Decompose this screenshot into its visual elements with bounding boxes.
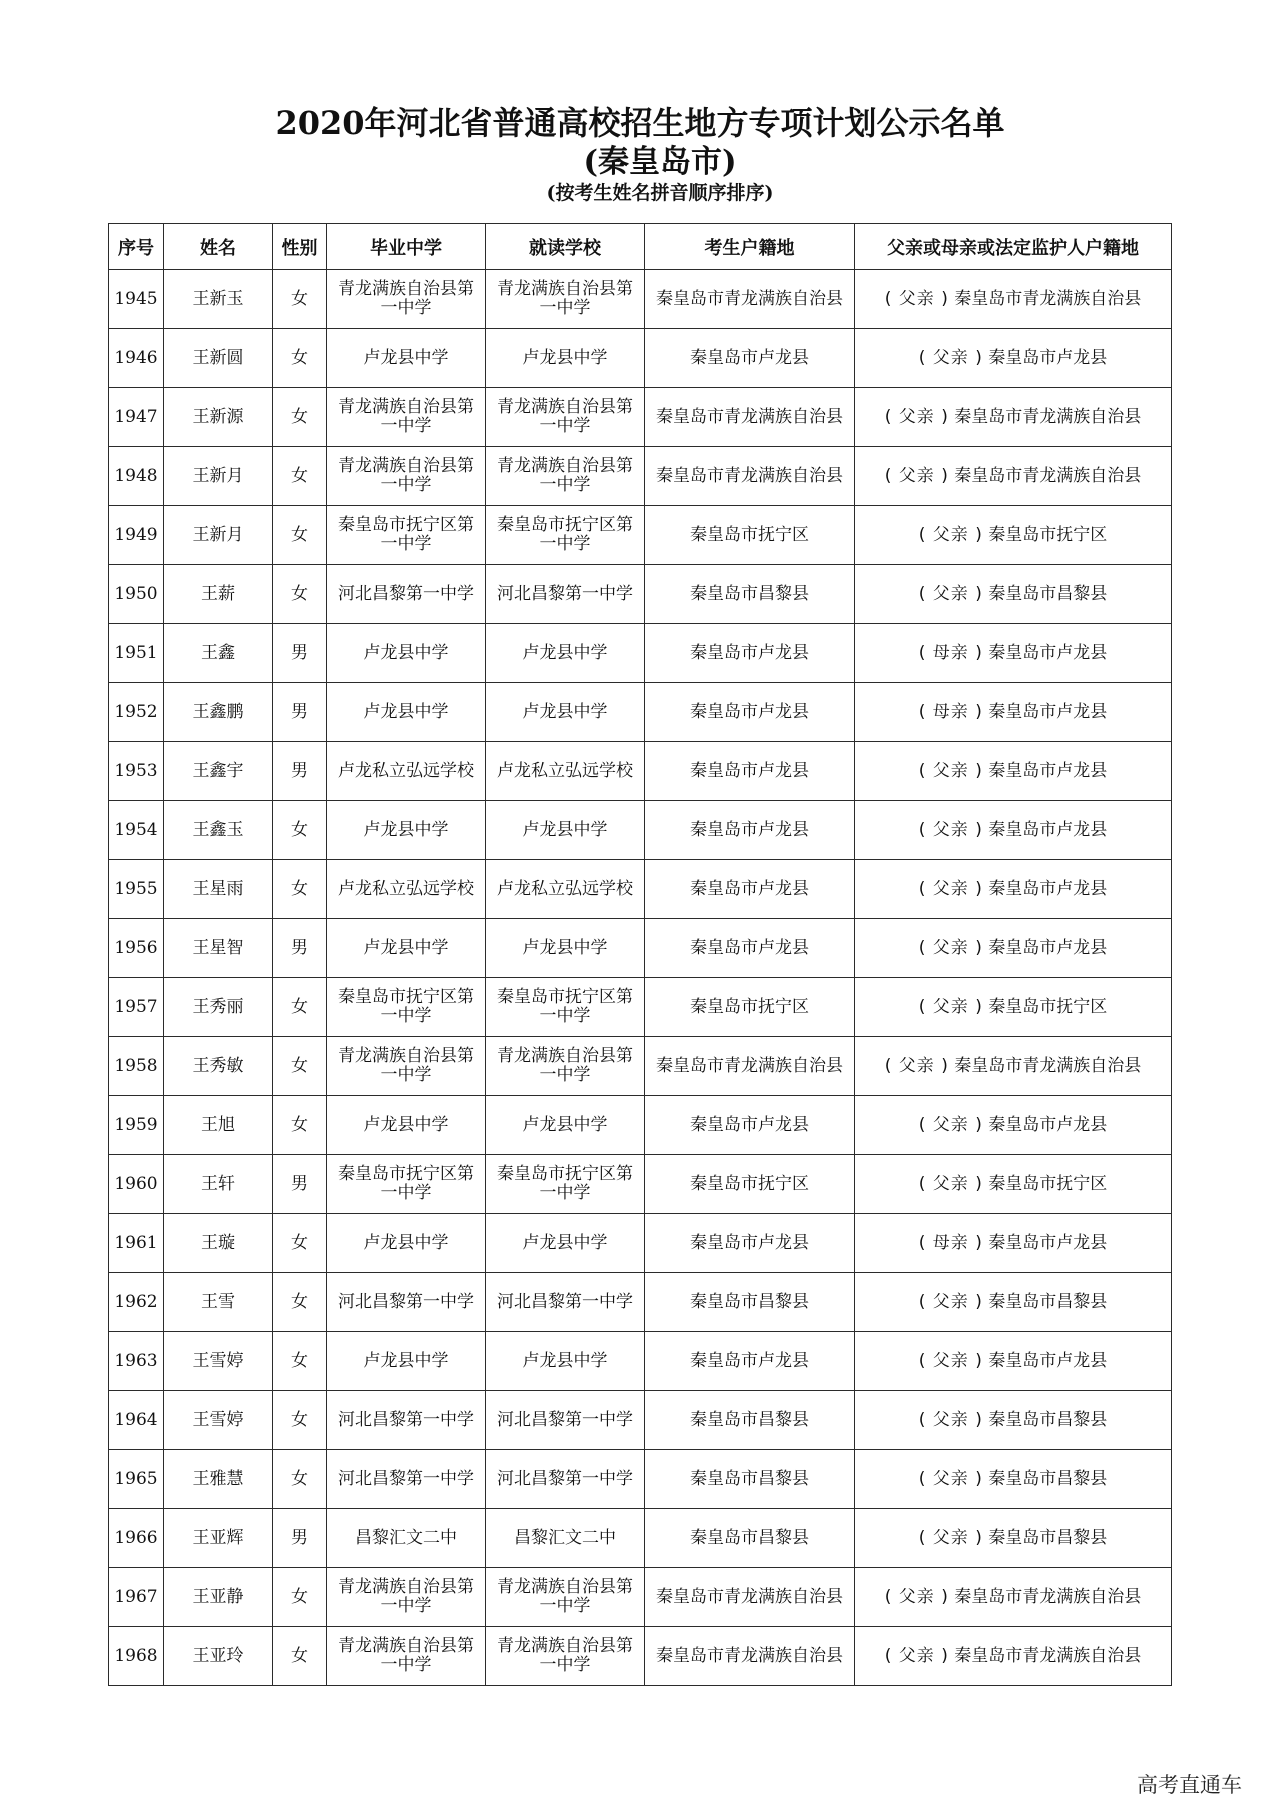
guardian-relation: ( 父亲 )	[918, 1173, 983, 1194]
cell-hukou: 秦皇岛市卢龙县	[645, 801, 855, 860]
cell-guardian-hukou	[855, 1273, 1172, 1332]
cell-guardian-hukou	[855, 506, 1172, 565]
cell-guardian-hukou	[855, 388, 1172, 447]
cell-grad-school: 秦皇岛市抚宁区第一中学	[327, 506, 486, 565]
cell-grad-school: 青龙满族自治县第一中学	[327, 1568, 486, 1627]
cell-name: 王新月	[164, 447, 273, 506]
guardian-relation: ( 父亲 )	[918, 1114, 983, 1135]
guardian-place: 秦皇岛市昌黎县	[988, 1291, 1108, 1312]
cell-name: 王鑫玉	[164, 801, 273, 860]
cell-name: 王星雨	[164, 860, 273, 919]
cell-grad-school: 河北昌黎第一中学	[327, 1273, 486, 1332]
guardian-place: 秦皇岛市卢龙县	[988, 878, 1108, 899]
cell-hukou: 秦皇岛市昌黎县	[645, 1450, 855, 1509]
cell-guardian-hukou	[855, 1332, 1172, 1391]
cell-hukou: 秦皇岛市卢龙县	[645, 1332, 855, 1391]
guardian-place: 秦皇岛市青龙满族自治县	[954, 288, 1142, 309]
guardian-relation: ( 父亲 )	[918, 996, 983, 1017]
cell-hukou: 秦皇岛市卢龙县	[645, 1096, 855, 1155]
header-gender: 性别	[273, 224, 327, 270]
cell-grad-school: 卢龙县中学	[327, 1096, 486, 1155]
cell-current-school: 青龙满族自治县第一中学	[486, 1037, 645, 1096]
cell-current-school: 卢龙县中学	[486, 1096, 645, 1155]
guardian-relation: ( 父亲 )	[884, 1586, 949, 1607]
table-row	[109, 801, 1172, 860]
table-row	[109, 919, 1172, 978]
cell-seq: 1961	[109, 1214, 164, 1273]
cell-guardian-hukou	[855, 1155, 1172, 1214]
cell-seq: 1953	[109, 742, 164, 801]
table-row	[109, 860, 1172, 919]
cell-hukou: 秦皇岛市抚宁区	[645, 1155, 855, 1214]
cell-seq: 1946	[109, 329, 164, 388]
cell-name: 王新圆	[164, 329, 273, 388]
cell-current-school: 卢龙私立弘远学校	[486, 742, 645, 801]
cell-grad-school: 卢龙县中学	[327, 1332, 486, 1391]
guardian-relation: ( 父亲 )	[884, 465, 949, 486]
guardian-relation: ( 父亲 )	[884, 288, 949, 309]
cell-guardian-hukou	[855, 801, 1172, 860]
cell-hukou: 秦皇岛市昌黎县	[645, 1509, 855, 1568]
cell-hukou: 秦皇岛市青龙满族自治县	[645, 1037, 855, 1096]
header-guardian-hukou: 父亲或母亲或法定监护人户籍地	[855, 224, 1172, 270]
table-row	[109, 1214, 1172, 1273]
cell-guardian-hukou	[855, 1568, 1172, 1627]
guardian-place: 秦皇岛市青龙满族自治县	[954, 1645, 1142, 1666]
cell-grad-school: 青龙满族自治县第一中学	[327, 270, 486, 329]
cell-current-school: 青龙满族自治县第一中学	[486, 270, 645, 329]
cell-gender: 女	[273, 1450, 327, 1509]
table-row	[109, 1391, 1172, 1450]
cell-gender: 女	[273, 1096, 327, 1155]
cell-current-school: 卢龙县中学	[486, 1332, 645, 1391]
cell-grad-school: 卢龙私立弘远学校	[327, 742, 486, 801]
guardian-place: 秦皇岛市卢龙县	[988, 819, 1108, 840]
guardian-place: 秦皇岛市青龙满族自治县	[954, 1586, 1142, 1607]
cell-current-school: 卢龙县中学	[486, 624, 645, 683]
header-name: 姓名	[164, 224, 273, 270]
cell-name: 王星智	[164, 919, 273, 978]
guardian-place: 秦皇岛市昌黎县	[988, 583, 1108, 604]
table-row	[109, 1273, 1172, 1332]
table-row	[109, 624, 1172, 683]
guardian-relation: ( 父亲 )	[918, 937, 983, 958]
cell-seq: 1959	[109, 1096, 164, 1155]
guardian-relation: ( 母亲 )	[918, 701, 983, 722]
cell-name: 王秀丽	[164, 978, 273, 1037]
guardian-relation: ( 父亲 )	[884, 1645, 949, 1666]
guardian-place: 秦皇岛市青龙满族自治县	[954, 465, 1142, 486]
guardian-place: 秦皇岛市抚宁区	[988, 1173, 1108, 1194]
cell-grad-school: 卢龙县中学	[327, 1214, 486, 1273]
cell-grad-school: 河北昌黎第一中学	[327, 1450, 486, 1509]
cell-hukou: 秦皇岛市抚宁区	[645, 506, 855, 565]
cell-gender: 女	[273, 1391, 327, 1450]
table-row	[109, 329, 1172, 388]
guardian-place: 秦皇岛市卢龙县	[988, 760, 1108, 781]
cell-gender: 男	[273, 742, 327, 801]
table-row	[109, 447, 1172, 506]
guardian-place: 秦皇岛市昌黎县	[988, 1527, 1108, 1548]
cell-grad-school: 青龙满族自治县第一中学	[327, 388, 486, 447]
guardian-relation: ( 父亲 )	[918, 1527, 983, 1548]
guardian-relation: ( 父亲 )	[918, 524, 983, 545]
sort-note: (按考生姓名拼音顺序排序)	[546, 182, 774, 204]
guardian-relation: ( 父亲 )	[918, 760, 983, 781]
cell-name: 王秀敏	[164, 1037, 273, 1096]
cell-gender: 女	[273, 1568, 327, 1627]
table-row	[109, 683, 1172, 742]
table-row	[109, 742, 1172, 801]
cell-seq: 1957	[109, 978, 164, 1037]
header-grad-school: 毕业中学	[327, 224, 486, 270]
cell-seq: 1963	[109, 1332, 164, 1391]
guardian-relation: ( 母亲 )	[918, 1232, 983, 1253]
cell-seq: 1966	[109, 1509, 164, 1568]
page-title: 2020年河北省普通高校招生地方专项计划公示名单	[275, 104, 1005, 142]
cell-guardian-hukou	[855, 1391, 1172, 1450]
cell-name: 王璇	[164, 1214, 273, 1273]
cell-hukou: 秦皇岛市卢龙县	[645, 624, 855, 683]
cell-grad-school: 河北昌黎第一中学	[327, 565, 486, 624]
cell-grad-school: 青龙满族自治县第一中学	[327, 447, 486, 506]
cell-seq: 1954	[109, 801, 164, 860]
cell-current-school: 卢龙县中学	[486, 801, 645, 860]
guardian-relation: ( 父亲 )	[884, 1055, 949, 1076]
cell-gender: 女	[273, 388, 327, 447]
table-row	[109, 388, 1172, 447]
guardian-relation: ( 父亲 )	[884, 406, 949, 427]
cell-grad-school: 河北昌黎第一中学	[327, 1391, 486, 1450]
cell-hukou: 秦皇岛市青龙满族自治县	[645, 447, 855, 506]
guardian-place: 秦皇岛市卢龙县	[988, 1232, 1108, 1253]
cell-gender: 女	[273, 978, 327, 1037]
cell-guardian-hukou	[855, 565, 1172, 624]
table-body	[109, 270, 1172, 1686]
guardian-relation: ( 父亲 )	[918, 878, 983, 899]
table-row	[109, 1037, 1172, 1096]
cell-name: 王雪婷	[164, 1391, 273, 1450]
page-subtitle: (秦皇岛市)	[583, 144, 737, 180]
cell-name: 王亚玲	[164, 1627, 273, 1686]
cell-guardian-hukou	[855, 1509, 1172, 1568]
cell-seq: 1945	[109, 270, 164, 329]
table-row	[109, 1568, 1172, 1627]
cell-seq: 1967	[109, 1568, 164, 1627]
table-row	[109, 565, 1172, 624]
cell-grad-school: 卢龙县中学	[327, 624, 486, 683]
guardian-relation: ( 父亲 )	[918, 583, 983, 604]
cell-hukou: 秦皇岛市卢龙县	[645, 1214, 855, 1273]
header-hukou: 考生户籍地	[645, 224, 855, 270]
cell-name: 王旭	[164, 1096, 273, 1155]
guardian-place: 秦皇岛市抚宁区	[988, 996, 1108, 1017]
table-row	[109, 506, 1172, 565]
cell-name: 王新玉	[164, 270, 273, 329]
cell-current-school: 河北昌黎第一中学	[486, 565, 645, 624]
guardian-relation: ( 母亲 )	[918, 642, 983, 663]
cell-seq: 1958	[109, 1037, 164, 1096]
watermark: 高考直通车	[1137, 1773, 1242, 1797]
cell-gender: 男	[273, 919, 327, 978]
cell-name: 王雪	[164, 1273, 273, 1332]
cell-current-school: 河北昌黎第一中学	[486, 1391, 645, 1450]
cell-gender: 女	[273, 1273, 327, 1332]
header-current-school: 就读学校	[486, 224, 645, 270]
roster-table	[108, 223, 1172, 1686]
cell-grad-school: 卢龙县中学	[327, 919, 486, 978]
cell-seq: 1960	[109, 1155, 164, 1214]
cell-gender: 女	[273, 1332, 327, 1391]
cell-hukou: 秦皇岛市昌黎县	[645, 1273, 855, 1332]
cell-guardian-hukou	[855, 270, 1172, 329]
cell-hukou: 秦皇岛市卢龙县	[645, 683, 855, 742]
cell-grad-school: 卢龙县中学	[327, 683, 486, 742]
cell-guardian-hukou	[855, 447, 1172, 506]
cell-hukou: 秦皇岛市抚宁区	[645, 978, 855, 1037]
cell-gender: 女	[273, 506, 327, 565]
cell-guardian-hukou	[855, 860, 1172, 919]
guardian-place: 秦皇岛市卢龙县	[988, 642, 1108, 663]
guardian-place: 秦皇岛市卢龙县	[988, 1350, 1108, 1371]
guardian-relation: ( 父亲 )	[918, 1468, 983, 1489]
cell-gender: 女	[273, 1214, 327, 1273]
cell-seq: 1955	[109, 860, 164, 919]
table-row	[109, 270, 1172, 329]
guardian-relation: ( 父亲 )	[918, 819, 983, 840]
cell-guardian-hukou	[855, 624, 1172, 683]
cell-current-school: 青龙满族自治县第一中学	[486, 1627, 645, 1686]
cell-current-school: 秦皇岛市抚宁区第一中学	[486, 978, 645, 1037]
cell-grad-school: 卢龙私立弘远学校	[327, 860, 486, 919]
cell-hukou: 秦皇岛市青龙满族自治县	[645, 1627, 855, 1686]
cell-guardian-hukou	[855, 742, 1172, 801]
cell-name: 王轩	[164, 1155, 273, 1214]
header-seq: 序号	[109, 224, 164, 270]
cell-hukou: 秦皇岛市卢龙县	[645, 860, 855, 919]
table-row	[109, 1155, 1172, 1214]
cell-current-school: 卢龙县中学	[486, 683, 645, 742]
guardian-relation: ( 父亲 )	[918, 1350, 983, 1371]
cell-current-school: 秦皇岛市抚宁区第一中学	[486, 1155, 645, 1214]
cell-guardian-hukou	[855, 1627, 1172, 1686]
header-row	[109, 224, 1172, 270]
cell-seq: 1951	[109, 624, 164, 683]
cell-seq: 1962	[109, 1273, 164, 1332]
cell-seq: 1964	[109, 1391, 164, 1450]
cell-name: 王鑫	[164, 624, 273, 683]
cell-guardian-hukou	[855, 919, 1172, 978]
cell-name: 王新月	[164, 506, 273, 565]
cell-guardian-hukou	[855, 329, 1172, 388]
cell-gender: 女	[273, 1037, 327, 1096]
cell-name: 王雪婷	[164, 1332, 273, 1391]
guardian-relation: ( 父亲 )	[918, 1409, 983, 1430]
guardian-place: 秦皇岛市昌黎县	[988, 1468, 1108, 1489]
cell-grad-school: 青龙满族自治县第一中学	[327, 1037, 486, 1096]
cell-grad-school: 青龙满族自治县第一中学	[327, 1627, 486, 1686]
cell-gender: 女	[273, 329, 327, 388]
cell-hukou: 秦皇岛市昌黎县	[645, 1391, 855, 1450]
cell-hukou: 秦皇岛市青龙满族自治县	[645, 388, 855, 447]
cell-gender: 女	[273, 565, 327, 624]
guardian-place: 秦皇岛市卢龙县	[988, 347, 1108, 368]
cell-current-school: 昌黎汇文二中	[486, 1509, 645, 1568]
cell-hukou: 秦皇岛市昌黎县	[645, 565, 855, 624]
cell-seq: 1965	[109, 1450, 164, 1509]
cell-hukou: 秦皇岛市青龙满族自治县	[645, 270, 855, 329]
cell-current-school: 卢龙县中学	[486, 329, 645, 388]
guardian-place: 秦皇岛市卢龙县	[988, 937, 1108, 958]
cell-name: 王鑫鹏	[164, 683, 273, 742]
cell-guardian-hukou	[855, 683, 1172, 742]
cell-name: 王鑫宇	[164, 742, 273, 801]
cell-seq: 1950	[109, 565, 164, 624]
cell-seq: 1947	[109, 388, 164, 447]
cell-name: 王薪	[164, 565, 273, 624]
cell-gender: 男	[273, 624, 327, 683]
cell-current-school: 秦皇岛市抚宁区第一中学	[486, 506, 645, 565]
cell-grad-school: 秦皇岛市抚宁区第一中学	[327, 978, 486, 1037]
table-row	[109, 1332, 1172, 1391]
cell-gender: 女	[273, 270, 327, 329]
cell-guardian-hukou	[855, 1450, 1172, 1509]
cell-gender: 女	[273, 1627, 327, 1686]
cell-gender: 女	[273, 860, 327, 919]
cell-current-school: 青龙满族自治县第一中学	[486, 447, 645, 506]
cell-current-school: 卢龙县中学	[486, 1214, 645, 1273]
table-row	[109, 1509, 1172, 1568]
table-row	[109, 978, 1172, 1037]
guardian-relation: ( 父亲 )	[918, 1291, 983, 1312]
guardian-place: 秦皇岛市卢龙县	[988, 701, 1108, 722]
guardian-place: 秦皇岛市抚宁区	[988, 524, 1108, 545]
cell-guardian-hukou	[855, 1037, 1172, 1096]
cell-gender: 女	[273, 447, 327, 506]
cell-seq: 1949	[109, 506, 164, 565]
guardian-relation: ( 父亲 )	[918, 347, 983, 368]
cell-guardian-hukou	[855, 1096, 1172, 1155]
cell-seq: 1952	[109, 683, 164, 742]
cell-name: 王雅慧	[164, 1450, 273, 1509]
cell-hukou: 秦皇岛市青龙满族自治县	[645, 1568, 855, 1627]
guardian-place: 秦皇岛市卢龙县	[988, 1114, 1108, 1135]
guardian-place: 秦皇岛市昌黎县	[988, 1409, 1108, 1430]
cell-guardian-hukou	[855, 978, 1172, 1037]
guardian-place: 秦皇岛市青龙满族自治县	[954, 1055, 1142, 1076]
cell-seq: 1956	[109, 919, 164, 978]
cell-guardian-hukou	[855, 1214, 1172, 1273]
cell-gender: 男	[273, 1509, 327, 1568]
table-row	[109, 1450, 1172, 1509]
cell-gender: 男	[273, 683, 327, 742]
cell-grad-school: 秦皇岛市抚宁区第一中学	[327, 1155, 486, 1214]
cell-gender: 男	[273, 1155, 327, 1214]
cell-grad-school: 卢龙县中学	[327, 329, 486, 388]
table-row	[109, 1096, 1172, 1155]
cell-grad-school: 昌黎汇文二中	[327, 1509, 486, 1568]
cell-hukou: 秦皇岛市卢龙县	[645, 329, 855, 388]
cell-current-school: 河北昌黎第一中学	[486, 1273, 645, 1332]
cell-grad-school: 卢龙县中学	[327, 801, 486, 860]
cell-name: 王亚辉	[164, 1509, 273, 1568]
cell-current-school: 卢龙私立弘远学校	[486, 860, 645, 919]
guardian-place: 秦皇岛市青龙满族自治县	[954, 406, 1142, 427]
cell-name: 王亚静	[164, 1568, 273, 1627]
cell-seq: 1948	[109, 447, 164, 506]
cell-current-school: 卢龙县中学	[486, 919, 645, 978]
cell-gender: 女	[273, 801, 327, 860]
cell-hukou: 秦皇岛市卢龙县	[645, 742, 855, 801]
cell-current-school: 青龙满族自治县第一中学	[486, 1568, 645, 1627]
cell-hukou: 秦皇岛市卢龙县	[645, 919, 855, 978]
cell-seq: 1968	[109, 1627, 164, 1686]
cell-current-school: 河北昌黎第一中学	[486, 1450, 645, 1509]
table-row	[109, 1627, 1172, 1686]
cell-current-school: 青龙满族自治县第一中学	[486, 388, 645, 447]
cell-name: 王新源	[164, 388, 273, 447]
